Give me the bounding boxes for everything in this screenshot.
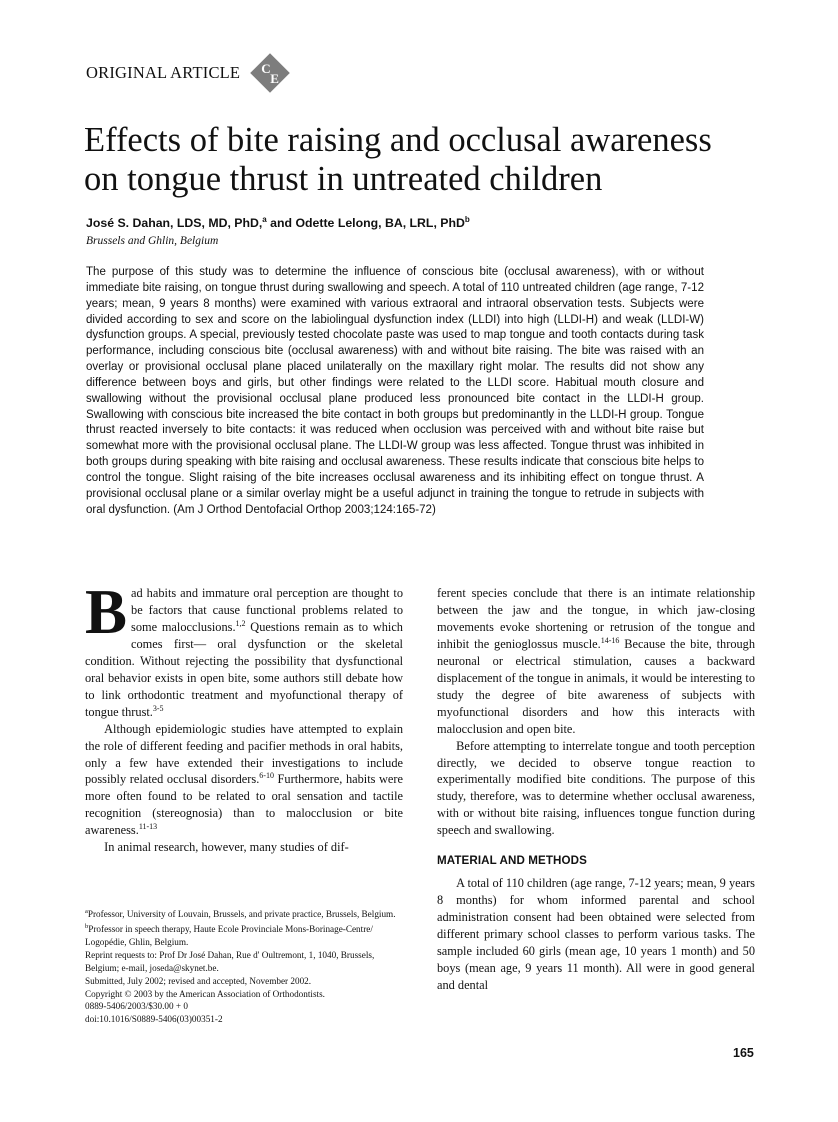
copyright-notice: Copyright © 2003 by the American Association of Orthodontists.: [85, 988, 325, 999]
footnote-text: Professor, University of Louvain, Brussels, and private practice, Brussels, Belgium.: [87, 909, 396, 920]
page-number: 165: [733, 1046, 754, 1060]
issn-price: 0889-5406/2003/$30.00 + 0: [85, 1001, 188, 1012]
author-1-marker: a: [262, 215, 267, 224]
article-title: [84, 121, 764, 199]
badge-letter-e: E: [270, 71, 279, 86]
left-column: [85, 577, 403, 856]
abstract: The purpose of this study was to determine the influence of conscious bite (occlusal awareness), with or without immediate bite raising, on tongue thrust during swallowing and speech. A total of 110 untreated children (age range, 7-12 years; mean, 9 years 8 months) were examined with various extraoral and intraoral observation tests. Subjects were divided according to sex and score on the labiolingual dysfunction index (LLDI) into high (LLDI-H) and weak (LLDI-W) dysfunction groups. A special, previously tested chocolate paste was used to map tongue and tooth contacts during task performance, including conscious bite (occlusal awareness) with and without bite raising. The bite was raised with an overlay or provisional occlusal plane placed unilaterally on the maxillary right molar. The results did not show any difference between boys and girls, but other findings were related to the LLDI score. Habitual mouth closure and swallowing without the provisional occlusal plane produced less pronounced bite contact in the LLDI-H group. Swallowing with conscious bite increased the bite contact in both groups but predominantly in the LLDI-H group. Tongue thrust reacted inversely to bite contacts: it was reduced when occlusion was perceived with and without bite raise but somewhat more with the provisional occlusal plane. The LLDI-W group was less affected. Tongue thrust was inhibited in both groups during speaking with bite raising and occlusal awareness. These results indicate that conscious bite helps to control the tongue. Slight raising of the bite increases occlusal awareness and its inhibiting effect on tongue thrust. A provisional occlusal plane or a similar overlay might be a useful adjunct in training the tongue to retrude in subjects with oral dysfunction. (Am J Orthod Dentofacial Orthop 2003;124:165-72): [86, 266, 704, 516]
intro-paragraph-3: In animal research, however, many studies of dif-: [104, 840, 349, 855]
footnote-marker: a: [85, 908, 88, 915]
section-label: ORIGINAL ARTICLE: [86, 63, 241, 82]
paragraph-text: Questions remain as to which comes first— oral dysfunction or the skeletal condition. Without rejecting the possibility that dysfunctional oral behavior exists in open bite, some authors still debate how to link orthodontic treatment and myofunctional therapy of tongue thrust.: [85, 619, 403, 719]
submission-dates: Submitted, July 2002; revised and accepted, November 2002.: [85, 975, 312, 986]
footnote-b: [85, 921, 403, 949]
author-connector: and: [266, 216, 296, 231]
drop-cap: B: [85, 577, 128, 647]
citation-ref: 11-13: [138, 822, 158, 832]
author-2-marker: b: [464, 215, 470, 224]
title-line-2: on tongue thrust in untreated children: [84, 160, 603, 198]
article-header: [86, 53, 292, 93]
paragraph-text: Because the bite, through neuronal or electrical stimulation, causes a backward displacement of the tongue in animals, it would be interesting to study the degree of bite awareness of subjects with myofunctional disorders and how this interacts with malocclusion and open bite.: [437, 636, 756, 736]
citation-ref: 1,2: [235, 618, 246, 628]
methods-paragraph-1: A total of 110 children (age range, 7-12 years; mean, 9 years 8 months) for whom informed parental and school administration consent had been obtained were selected from different primary school classes to perform various tasks. The sample included 60 girls (mean age, 10 years 1 month) and 50 boys (mean age, 9 years 11 month). All were in good general and dental: [437, 876, 755, 992]
paragraph-text: ad habits and immature oral perception are thought to be factors that cause functional problems related to some malocclusions.: [131, 586, 403, 634]
affiliation: Brussels and Ghlin, Belgium: [86, 235, 219, 247]
footnotes: [85, 906, 403, 1026]
footnote-text: Professor in speech therapy, Haute Ecole Provinciale Mons-Borinage-Centre/ Logopédie, Ghlin, Belgium.: [85, 924, 373, 947]
right-column: [437, 585, 755, 994]
citation-ref: 6-10: [259, 771, 274, 781]
paragraph-text: Furthermore, habits were more often found to be related to oral sensation and tactile recognition (stereognosia) than to malocclusion or bite awareness.: [85, 772, 403, 838]
title-line-1: Effects of bite raising and occlusal awareness: [84, 121, 712, 159]
citation-ref: 14-16: [600, 635, 620, 645]
author-list: [86, 215, 470, 230]
paragraph-text: ferent species conclude that there is an intimate relationship between the jaw and the tongue, in which jaw-closing movements evoke shortening or retrusion of the tongue and inhibit the genioglossus muscle.: [437, 586, 755, 651]
intro-paragraph-1: [85, 577, 403, 721]
intro-paragraph-3-continued: [437, 585, 755, 738]
doi: doi:10.1016/S0889-5406(03)00351-2: [85, 1014, 223, 1025]
paragraph-text: Although epidemiologic studies have attempted to explain the role of different feeding and pacifier methods in oral habits, only a few have extended their investigations to include possibly related occlusal disorders.: [85, 721, 403, 787]
reprint-requests: Reprint requests to: Prof Dr José Dahan, Rue d' Oultremont, 1, 1040, Brussels, Belgium; e-mail, joseda@skynet.be.: [85, 949, 375, 973]
footnote-a: [85, 906, 403, 921]
intro-paragraph-4: Before attempting to interrelate tongue and tooth perception directly, we decided to observe tongue reaction to experimentally modified bite conditions. The purpose of this study, therefore, was to determine whether occlusal awareness, with or without bite raising, influences tongue function during speech and swallowing.: [437, 738, 755, 838]
badge-letter-c: C: [261, 61, 271, 76]
ce-badge-icon: [248, 51, 292, 95]
author-1: José S. Dahan, LDS, MD, PhD,: [86, 216, 263, 231]
author-2: Odette Lelong, BA, LRL, PhD: [295, 216, 465, 231]
citation-ref: 3-5: [152, 703, 164, 713]
intro-paragraph-2: [85, 721, 403, 840]
footnote-marker: b: [85, 922, 89, 930]
section-heading-methods: MATERIAL AND METHODS: [437, 854, 587, 868]
